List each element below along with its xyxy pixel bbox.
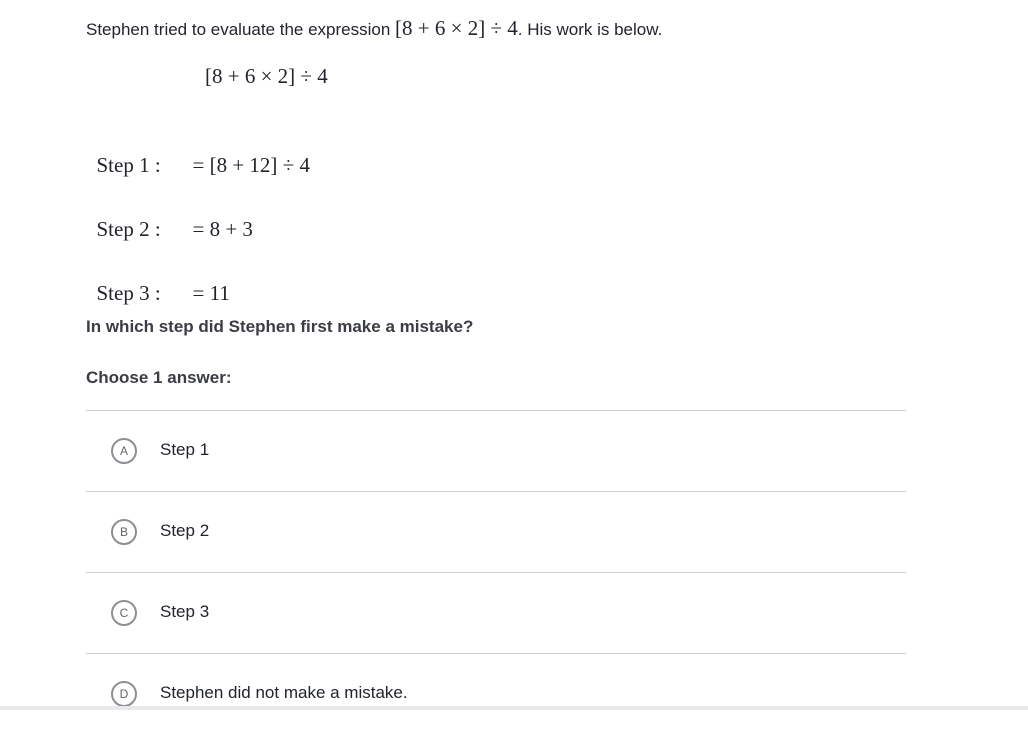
choice-b[interactable]: [86, 491, 906, 572]
bottom-divider: [0, 706, 1028, 710]
work-step-3: [86, 256, 230, 306]
intro-suffix: . His work is below.: [517, 20, 663, 39]
step-1-label: Step 1 :: [96, 153, 161, 177]
choice-c[interactable]: [86, 572, 906, 653]
choice-a-text: Step 1: [160, 440, 210, 459]
intro-expression: [8 + 6 × 2] ÷ 4: [395, 16, 518, 40]
choice-c-radio[interactable]: C: [111, 600, 137, 626]
step-2-label: Step 2 :: [96, 217, 161, 241]
problem-intro: [86, 14, 662, 44]
step-3-value: = 11: [192, 281, 230, 305]
work-expression: [8 + 6 × 2] ÷ 4: [205, 64, 328, 88]
step-2-value: = 8 + 3: [192, 217, 253, 241]
choice-a[interactable]: [86, 410, 906, 491]
answer-choices: [86, 410, 906, 734]
choice-b-text: Step 2: [160, 521, 210, 540]
choose-prompt: Choose 1 answer:: [86, 368, 232, 387]
work-step-1: [86, 128, 310, 178]
question-text: In which step did Stephen first make a mistake?: [86, 317, 474, 336]
choice-d-text: Stephen did not make a mistake.: [160, 683, 408, 702]
step-3-label: Step 3 :: [96, 281, 161, 305]
choice-d[interactable]: [86, 653, 906, 734]
choice-a-radio[interactable]: A: [111, 438, 137, 464]
work-step-2: [86, 192, 253, 242]
choice-c-text: Step 3: [160, 602, 210, 621]
choice-b-radio[interactable]: B: [111, 519, 137, 545]
step-1-value: = [8 + 12] ÷ 4: [192, 153, 310, 177]
intro-prefix: Stephen tried to evaluate the expression: [86, 20, 396, 39]
choice-d-radio[interactable]: D: [111, 681, 137, 707]
